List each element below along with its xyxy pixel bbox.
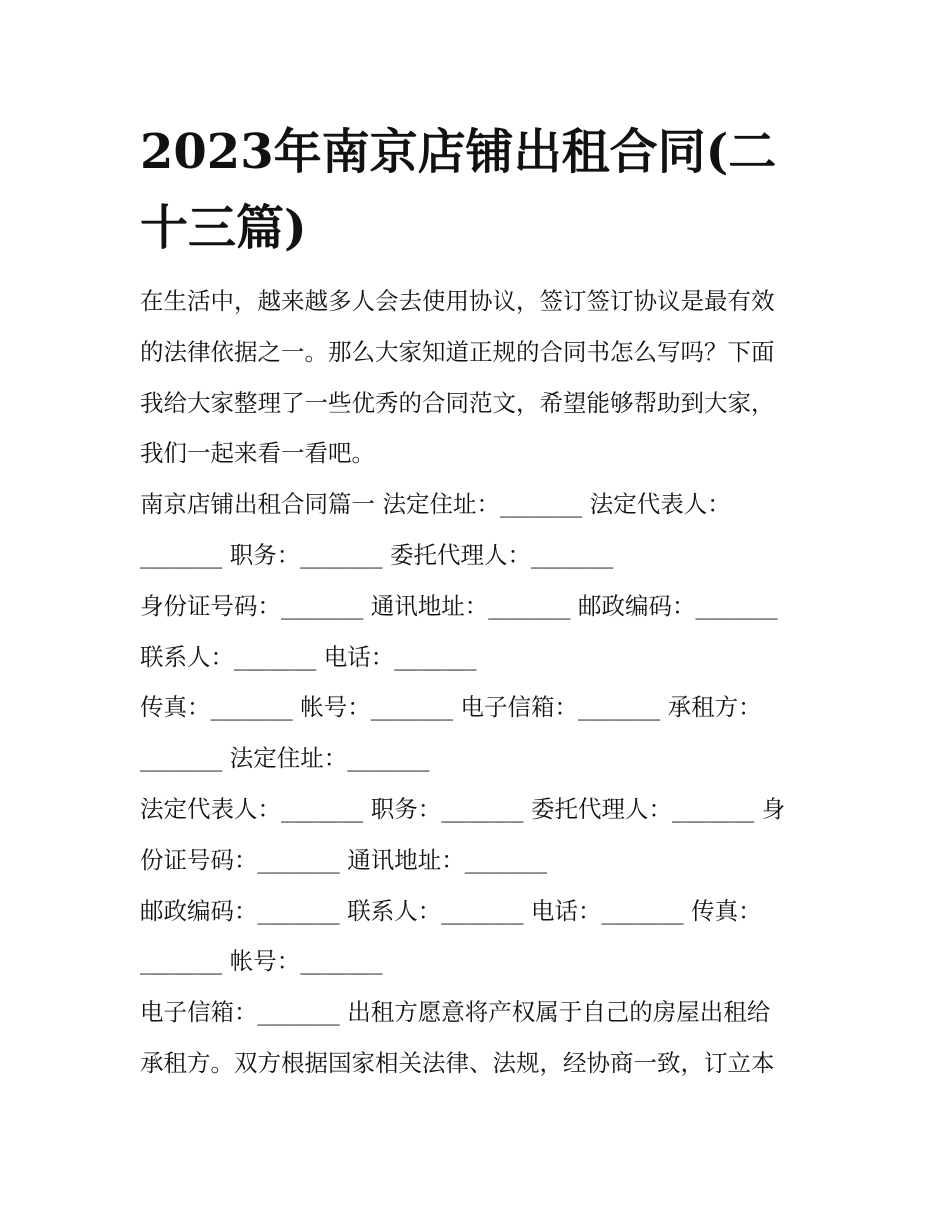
body-line: 我们一起来看一看吧。 xyxy=(140,439,375,468)
body-line: 份证号码：_______ 通讯地址：_______ xyxy=(140,845,547,874)
body-line: 我给大家整理了一些优秀的合同范文，希望能够帮助到大家， xyxy=(140,388,775,417)
body-line: 承租方。双方根据国家相关法律、法规，经协商一致，订立本 xyxy=(140,1048,775,1077)
body-line: 联系人：_______ 电话：_______ xyxy=(140,642,477,671)
title-line-2: 十三篇) xyxy=(140,200,307,256)
body-line: 电子信箱：_______ 出租方愿意将产权属于自己的房屋出租给 xyxy=(140,998,771,1027)
body-line: 南京店铺出租合同篇一 法定住址：_______ 法定代表人： xyxy=(140,490,731,519)
body-line: 传真：_______ 帐号：_______ 电子信箱：_______ 承租方： xyxy=(140,693,762,722)
body-line: _______ 帐号：_______ xyxy=(140,947,383,976)
body-line: 身份证号码：_______ 通讯地址：_______ 邮政编码：_______ xyxy=(140,591,778,620)
body-line: 法定代表人：_______ 职务：_______ 委托代理人：_______ 身 xyxy=(140,794,786,823)
body-line: 的法律依据之一。那么大家知道正规的合同书怎么写吗？下面 xyxy=(140,337,775,366)
document-body xyxy=(140,276,820,1089)
document-title xyxy=(140,114,820,266)
body-line: 邮政编码：_______ 联系人：_______ 电话：_______ 传真： xyxy=(140,896,762,925)
body-line: _______ 法定住址：_______ xyxy=(140,744,430,773)
title-line-1: 2023年南京店铺出租合同(二 xyxy=(140,124,777,180)
body-line: 在生活中，越来越多人会去使用协议，签订签订协议是最有效 xyxy=(140,287,775,315)
body-line: _______ 职务：_______ 委托代理人：_______ xyxy=(140,540,614,569)
